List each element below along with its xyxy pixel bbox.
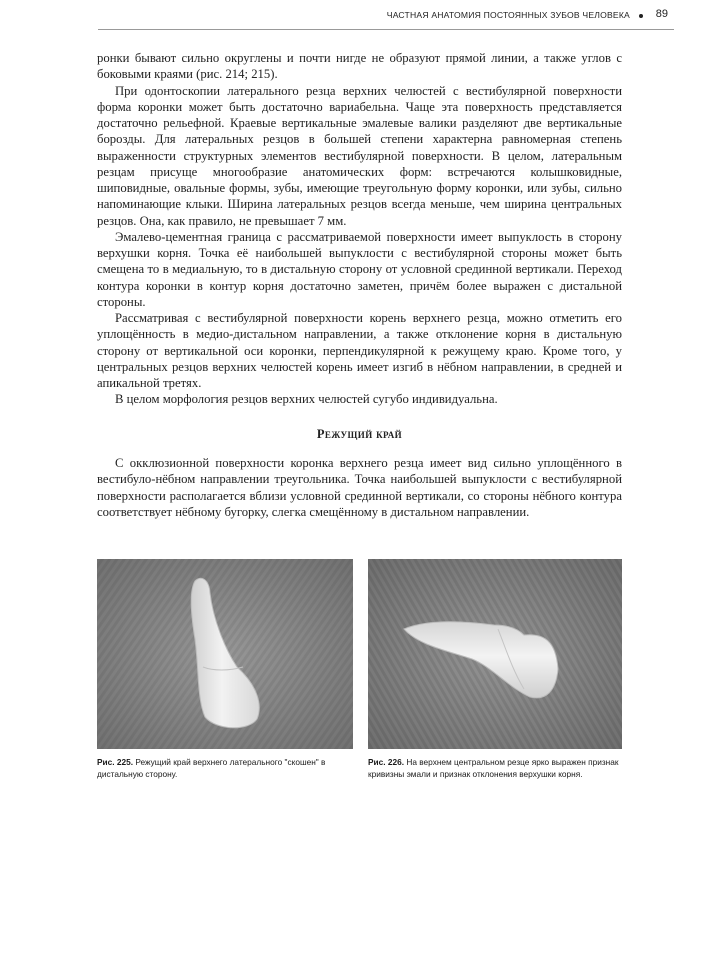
figure-226-caption: [368, 756, 624, 781]
paragraph: Эмалево-цементная граница с рассматриваемой поверхности имеет выпуклость в сторону верхушки корня. Точка её наибольшей выпуклости с вестибулярной стороны может быть смещена то в медиальную, то в дистальную сторону от условной срединной вертикали. Переход контура коронки в контур корня достаточно заметен, причём более выражен с дистальной стороны.: [97, 229, 622, 309]
paragraph: При одонтоскопии латерального резца верхних челюстей с вестибулярной поверхности форма коронки может быть достаточно вариабельна. Чаще эта поверхность представляется достаточно рельефной. Краевые вертикальные эмалевые валики разделяют две вертикальные борозды. Для латеральных резцов в большей степени характерна равномерная степень выраженности структурных элементов вестибулярной поверхности. В целом, латеральным резцам присуще многообразие анатомических форм: встречаются колышковидные, шиповидные, овальные формы, зубы, имеющие треугольную форму коронки, или зубы, сильно напоминающие клыки. Ширина латеральных резцов всегда меньше, чем ширина центральных резцов. Она, как правило, не превышает 7 мм.: [97, 83, 622, 228]
section-text: [97, 455, 622, 521]
caption-text: На верхнем центральном резце ярко выражен признак кривизны эмали и признак отклонения верхушки корня.: [368, 757, 619, 780]
body-text: [97, 50, 622, 408]
running-header: [0, 0, 718, 28]
figure-225-photo: [97, 559, 353, 749]
paragraph: В целом морфология резцов верхних челюстей сугубо индивидуальна.: [115, 392, 498, 407]
figure-label: Рис. 226.: [368, 757, 405, 767]
header-divider: [98, 29, 674, 30]
header-bullet: [639, 14, 643, 18]
figure-226-photo: [368, 559, 622, 749]
section-heading: Режущий край: [316, 427, 403, 441]
page-number: 89: [655, 8, 668, 20]
paragraph: ронки бывают сильно округлены и почти нигде не образуют прямой линии, а также углов с боковыми краями (рис. 214; 215).: [97, 51, 622, 82]
figure-label: Рис. 225.: [97, 757, 134, 767]
paragraph: Рассматривая с вестибулярной поверхности корень верхнего резца, можно отметить его уплощённость в медио-дистальном направлении, а также отклонение корня в дистальную сторону от вертикальной оси коронки, перпендикулярной к режущему краю. Кроме того, у центральных резцов верхних челюстей корень имеет изгиб в нёбном направлении, в средней и апикальной третях.: [97, 311, 622, 390]
running-title: ЧАСТНАЯ АНАТОМИЯ ПОСТОЯННЫХ ЗУБОВ ЧЕЛОВЕКА: [386, 10, 630, 20]
paragraph: С окклюзионной поверхности коронка верхнего резца имеет вид сильно уплощённого в вестибуло-нёбном направлении треугольника. Точка наибольшей выпуклости с вестибулярной поверхности располагается вблизи условной срединной вертикали, со стороны нёбного контура соответствует нёбному бугорку, слегка смещённому в дистальном направлении.: [97, 456, 622, 520]
figure-225-caption: [97, 756, 353, 781]
caption-text: Режущий край верхнего латерального "скошен" в дистальную сторону.: [97, 757, 326, 780]
